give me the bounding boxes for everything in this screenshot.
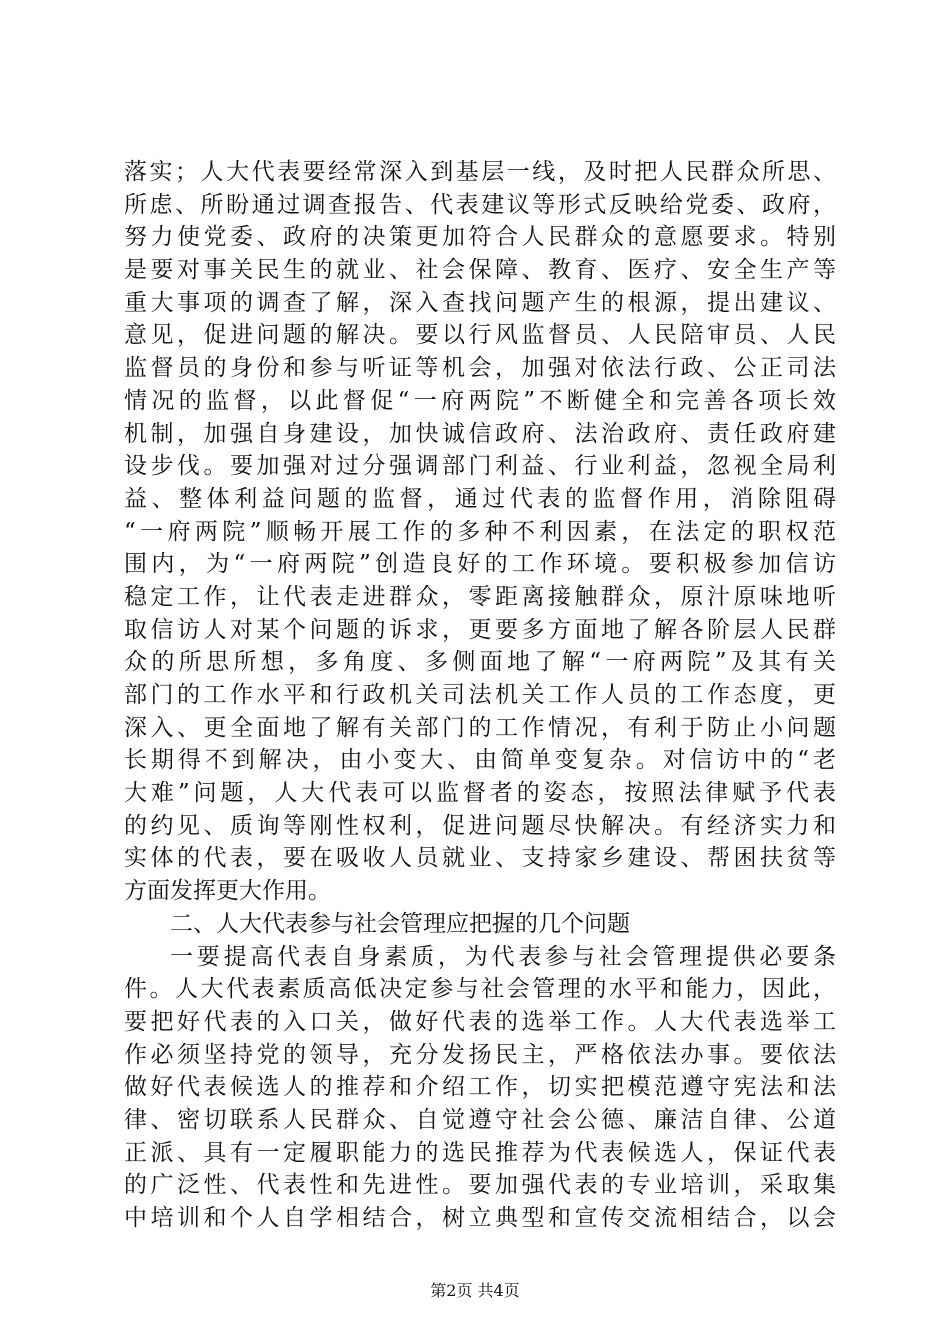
text-line: 监督员的身份和参与听证等机会，加强对依法行政、公正司法 [124, 355, 836, 382]
text-line: 实体的代表，要在吸收人员就业、支持家乡建设、帮困扶贫等 [124, 845, 836, 872]
text-line: 设步伐。要加强对过分强调部门利益、行业利益，忽视全局利 [124, 453, 836, 480]
text-line: 部门的工作水平和行政机关司法机关工作人员的工作态度，更 [124, 682, 836, 708]
text-line: 意见，促进问题的解决。要以行风监督员、人民陪审员、人民 [124, 322, 836, 349]
text-line: 情况的监督，以此督促“一府两院”不断健全和完善各项长效 [124, 387, 836, 414]
text-line: 件。人大代表素质高低决定参与社会管理的水平和能力，因此， [124, 976, 836, 1003]
section-heading: 二、人大代表参与社会管理应把握的几个问题 [170, 910, 630, 937]
text-line: 围内，为“一府两院”创造良好的工作环境。要积极参加信访 [124, 551, 836, 578]
text-line: 深入、更全面地了解有关部门的工作情况，有利于防止小问题 [124, 714, 836, 741]
text-line: 律、密切联系人民群众、自觉遵守社会公德、廉洁自律、公道 [124, 1106, 836, 1133]
text-line: 中培训和个人自学相结合，树立典型和宣传交流相结合，以会 [124, 1205, 836, 1231]
text-line: “一府两院”顺畅开展工作的多种不利因素，在法定的职权范 [124, 518, 836, 545]
text-line: 取信访人对某个问题的诉求，更要多方面地了解各阶层人民群 [124, 616, 836, 643]
page-footer: 第2页 共4页 [430, 1281, 520, 1300]
text-line: 益、整体利益问题的监督，通过代表的监督作用，消除阻碍 [124, 485, 836, 512]
text-line: 一要提高代表自身素质，为代表参与社会管理提供必要条 [170, 943, 836, 970]
text-line: 众的所思所想，多角度、多侧面地了解“一府两院”及其有关 [124, 649, 836, 676]
text-line: 稳定工作，让代表走进群众，零距离接触群众，原汁原味地听 [124, 583, 836, 610]
text-line: 长期得不到解决，由小变大、由简单变复杂。对信访中的“老 [124, 747, 836, 774]
text-line: 努力使党委、政府的决策更加符合人民群众的意愿要求。特别 [124, 224, 836, 251]
document-body [124, 156, 836, 1235]
text-line: 的广泛性、代表性和先进性。要加强代表的专业培训，采取集 [124, 1172, 836, 1199]
text-line: 大难”问题，人大代表可以监督者的姿态，按照法律赋予代表 [124, 780, 836, 807]
text-line: 所虑、所盼通过调查报告、代表建议等形式反映给党委、政府， [124, 191, 836, 218]
text-line: 机制，加强自身建设，加快诚信政府、法治政府、责任政府建 [124, 420, 836, 447]
text-line: 重大事项的调查了解，深入查找问题产生的根源，提出建议、 [124, 289, 836, 316]
text-line: 是要对事关民生的就业、社会保障、教育、医疗、安全生产等 [124, 257, 836, 284]
text-line: 的约见、质询等刚性权利，促进问题尽快解决。有经济实力和 [124, 812, 836, 839]
text-line: 正派、具有一定履职能力的选民推荐为代表候选人，保证代表 [124, 1139, 836, 1166]
text-line: 方面发挥更大作用。 [124, 878, 331, 905]
text-line: 落实；人大代表要经常深入到基层一线，及时把人民群众所思、 [124, 159, 836, 185]
text-line: 作必须坚持党的领导，充分发扬民主，严格依法办事。要依法 [124, 1041, 836, 1068]
text-line: 做好代表候选人的推荐和介绍工作，切实把模范遵守宪法和法 [124, 1074, 836, 1101]
text-line: 要把好代表的入口关，做好代表的选举工作。人大代表选举工 [124, 1008, 836, 1035]
